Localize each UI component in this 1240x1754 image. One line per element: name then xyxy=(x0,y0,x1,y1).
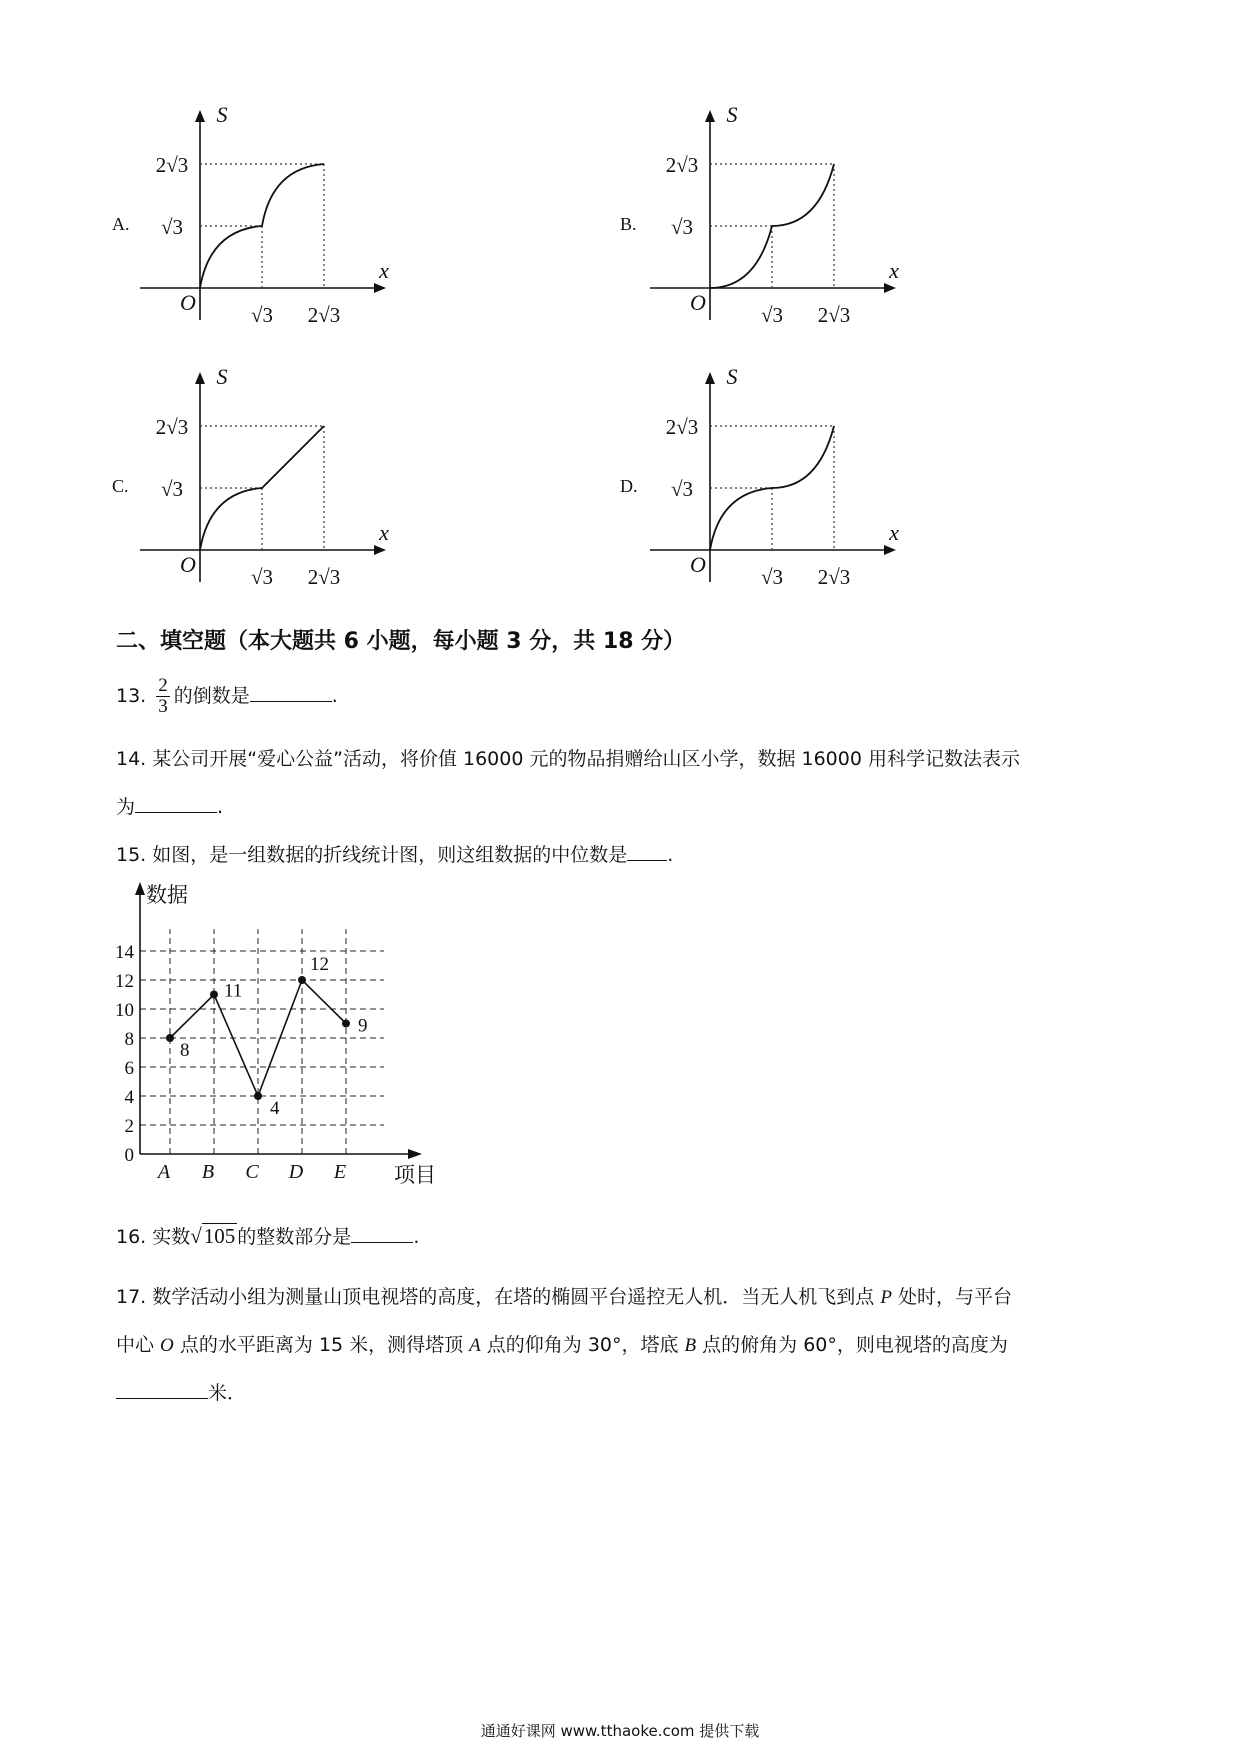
q17-point-a: A xyxy=(469,1335,481,1356)
question-14-line1: 14. 某公司开展“爱心公益”活动，将价值 16000 元的物品捐赠给山区小学，数据 16000 用科学记数法表示 xyxy=(116,748,1020,770)
q17-l2c: 点的仰角为 30°，塔底 xyxy=(480,1334,685,1356)
chart-y-arrow xyxy=(135,882,145,895)
question-17-line2 xyxy=(116,1330,1008,1357)
q13-number: 13. xyxy=(116,685,147,707)
axis-x-label: x xyxy=(379,520,389,545)
x-tick-sqrt3: √3 xyxy=(250,303,274,327)
data-point xyxy=(254,1092,262,1100)
q17-point-o: O xyxy=(160,1335,174,1356)
question-15 xyxy=(116,840,673,867)
q13-answer-blank[interactable] xyxy=(250,683,332,702)
function-curve xyxy=(710,164,834,288)
axes-graph xyxy=(140,364,420,590)
x-axis-arrow xyxy=(884,283,896,293)
q16-end: . xyxy=(413,1226,420,1248)
q17-point-p: P xyxy=(880,1287,892,1308)
option-c-graph xyxy=(140,364,420,590)
y-tick-2sqrt3: 2√3 xyxy=(155,153,189,177)
q17-l1b: 处时，与平台 xyxy=(891,1286,1012,1308)
option-d-label[interactable]: D. xyxy=(620,476,638,496)
x-tick-sqrt3: √3 xyxy=(760,303,784,327)
q16-start: 16. 实数 xyxy=(116,1226,191,1248)
x-axis-arrow xyxy=(884,545,896,555)
question-13 xyxy=(116,676,338,717)
axis-x-label: x xyxy=(889,520,899,545)
q13-fraction xyxy=(156,676,170,717)
y-tick-label: 6 xyxy=(124,1058,134,1079)
x-tick-sqrt3: √3 xyxy=(760,565,784,589)
axis-s-label: S xyxy=(726,364,738,389)
origin-label: O xyxy=(180,290,196,315)
y-tick-2sqrt3: 2√3 xyxy=(665,415,699,439)
y-axis-arrow xyxy=(705,110,715,122)
data-point xyxy=(210,991,218,999)
q14-end: . xyxy=(217,796,224,818)
y-tick-2sqrt3: 2√3 xyxy=(155,415,189,439)
x-tick-label: D xyxy=(288,1161,304,1183)
function-curve xyxy=(200,164,324,288)
q16-sqrt: √105 xyxy=(190,1224,236,1248)
q17-l2a: 中心 xyxy=(116,1334,161,1356)
chart-x-arrow xyxy=(408,1149,422,1159)
q13-frac-numerator: 2 xyxy=(158,675,168,696)
axis-x-label: x xyxy=(379,258,389,283)
axes-graph xyxy=(650,364,930,590)
q13-end: . xyxy=(331,685,338,707)
q15-text: 15. 如图，是一组数据的折线统计图，则这组数据的中位数是 xyxy=(116,844,628,866)
origin-label: O xyxy=(690,552,706,577)
option-d-graph xyxy=(650,364,930,590)
function-curve xyxy=(200,426,324,550)
y-tick-2sqrt3: 2√3 xyxy=(665,153,699,177)
origin-label: O xyxy=(180,552,196,577)
x-tick-label: A xyxy=(157,1161,171,1183)
y-tick-label: 10 xyxy=(115,1000,134,1021)
q13-frac-denominator: 3 xyxy=(158,696,168,717)
data-point xyxy=(166,1034,174,1042)
option-a-label[interactable]: A. xyxy=(112,214,130,234)
axis-s-label: S xyxy=(216,364,228,389)
axes-graph xyxy=(650,102,930,328)
q13-text: 的倒数是 xyxy=(173,685,250,707)
question-17-line3 xyxy=(116,1378,246,1405)
y-tick-sqrt3: √3 xyxy=(670,477,694,501)
y-axis-arrow xyxy=(195,372,205,384)
q17-point-b: B xyxy=(684,1335,697,1356)
y-tick-sqrt3: √3 xyxy=(160,215,184,239)
question-16 xyxy=(116,1222,419,1249)
y-tick-sqrt3: √3 xyxy=(670,215,694,239)
chart-x-label: 项目 xyxy=(394,1163,436,1187)
axis-s-label: S xyxy=(216,102,228,127)
data-label: 9 xyxy=(358,1015,368,1037)
x-tick-label: B xyxy=(201,1161,215,1183)
y-tick-label: 0 xyxy=(124,1145,134,1166)
q17-l2d: 点的俯角为 60°，则电视塔的高度为 xyxy=(696,1334,1008,1356)
data-label: 8 xyxy=(180,1040,190,1061)
data-label: 4 xyxy=(270,1098,280,1119)
option-b-graph xyxy=(650,102,930,328)
y-tick-label: 4 xyxy=(124,1087,134,1108)
x-tick-2sqrt3: 2√3 xyxy=(817,303,851,327)
q16-radicand: 105 xyxy=(203,1224,236,1248)
question-17-line1 xyxy=(116,1282,1012,1309)
chart-y-label: 数据 xyxy=(146,883,188,907)
x-tick-label: C xyxy=(245,1161,259,1183)
q14-answer-blank[interactable] xyxy=(135,794,217,813)
y-tick-label: 8 xyxy=(124,1029,134,1050)
data-label: 12 xyxy=(310,954,329,975)
y-tick-label: 2 xyxy=(124,1116,134,1137)
axis-x-label: x xyxy=(889,258,899,283)
data-label: 11 xyxy=(224,980,243,1002)
q17-end: 米． xyxy=(208,1382,247,1404)
data-point xyxy=(342,1020,350,1028)
function-curve xyxy=(710,426,834,550)
line-chart xyxy=(100,880,440,1200)
y-tick-label: 12 xyxy=(115,971,134,992)
x-axis-arrow xyxy=(374,283,386,293)
q17-answer-blank[interactable] xyxy=(116,1380,208,1399)
y-tick-label: 14 xyxy=(115,942,134,963)
x-tick-2sqrt3: 2√3 xyxy=(817,565,851,589)
y-axis-arrow xyxy=(195,110,205,122)
q16-answer-blank[interactable] xyxy=(351,1224,413,1243)
x-tick-2sqrt3: 2√3 xyxy=(307,303,341,327)
x-axis-arrow xyxy=(374,545,386,555)
option-b-label[interactable]: B. xyxy=(620,214,637,234)
x-tick-sqrt3: √3 xyxy=(250,565,274,589)
q16-text: 的整数部分是 xyxy=(237,1226,352,1248)
section-title: 二、填空题（本大题共 6 小题，每小题 3 分，共 18 分） xyxy=(116,629,686,654)
x-tick-2sqrt3: 2√3 xyxy=(307,565,341,589)
option-a-graph xyxy=(140,102,420,328)
axes-graph xyxy=(140,102,420,328)
data-point xyxy=(298,976,306,984)
q15-end: . xyxy=(667,844,674,866)
x-tick-label: E xyxy=(333,1161,347,1183)
q15-answer-blank[interactable] xyxy=(627,842,667,861)
q17-l2b: 点的水平距离为 15 米，测得塔顶 xyxy=(173,1334,470,1356)
q17-l1a: 17. 数学活动小组为测量山顶电视塔的高度，在塔的椭圆平台遥控无人机．当无人机飞到点 xyxy=(116,1286,881,1308)
page-footer: 通通好课网 www.tthaoke.com 提供下载 xyxy=(480,1722,760,1740)
axis-s-label: S xyxy=(726,102,738,127)
question-14-line2 xyxy=(116,792,223,819)
option-c-label[interactable]: C. xyxy=(112,476,129,496)
y-axis-arrow xyxy=(705,372,715,384)
origin-label: O xyxy=(690,290,706,315)
y-tick-sqrt3: √3 xyxy=(160,477,184,501)
q14-line2-start: 为 xyxy=(116,796,136,818)
